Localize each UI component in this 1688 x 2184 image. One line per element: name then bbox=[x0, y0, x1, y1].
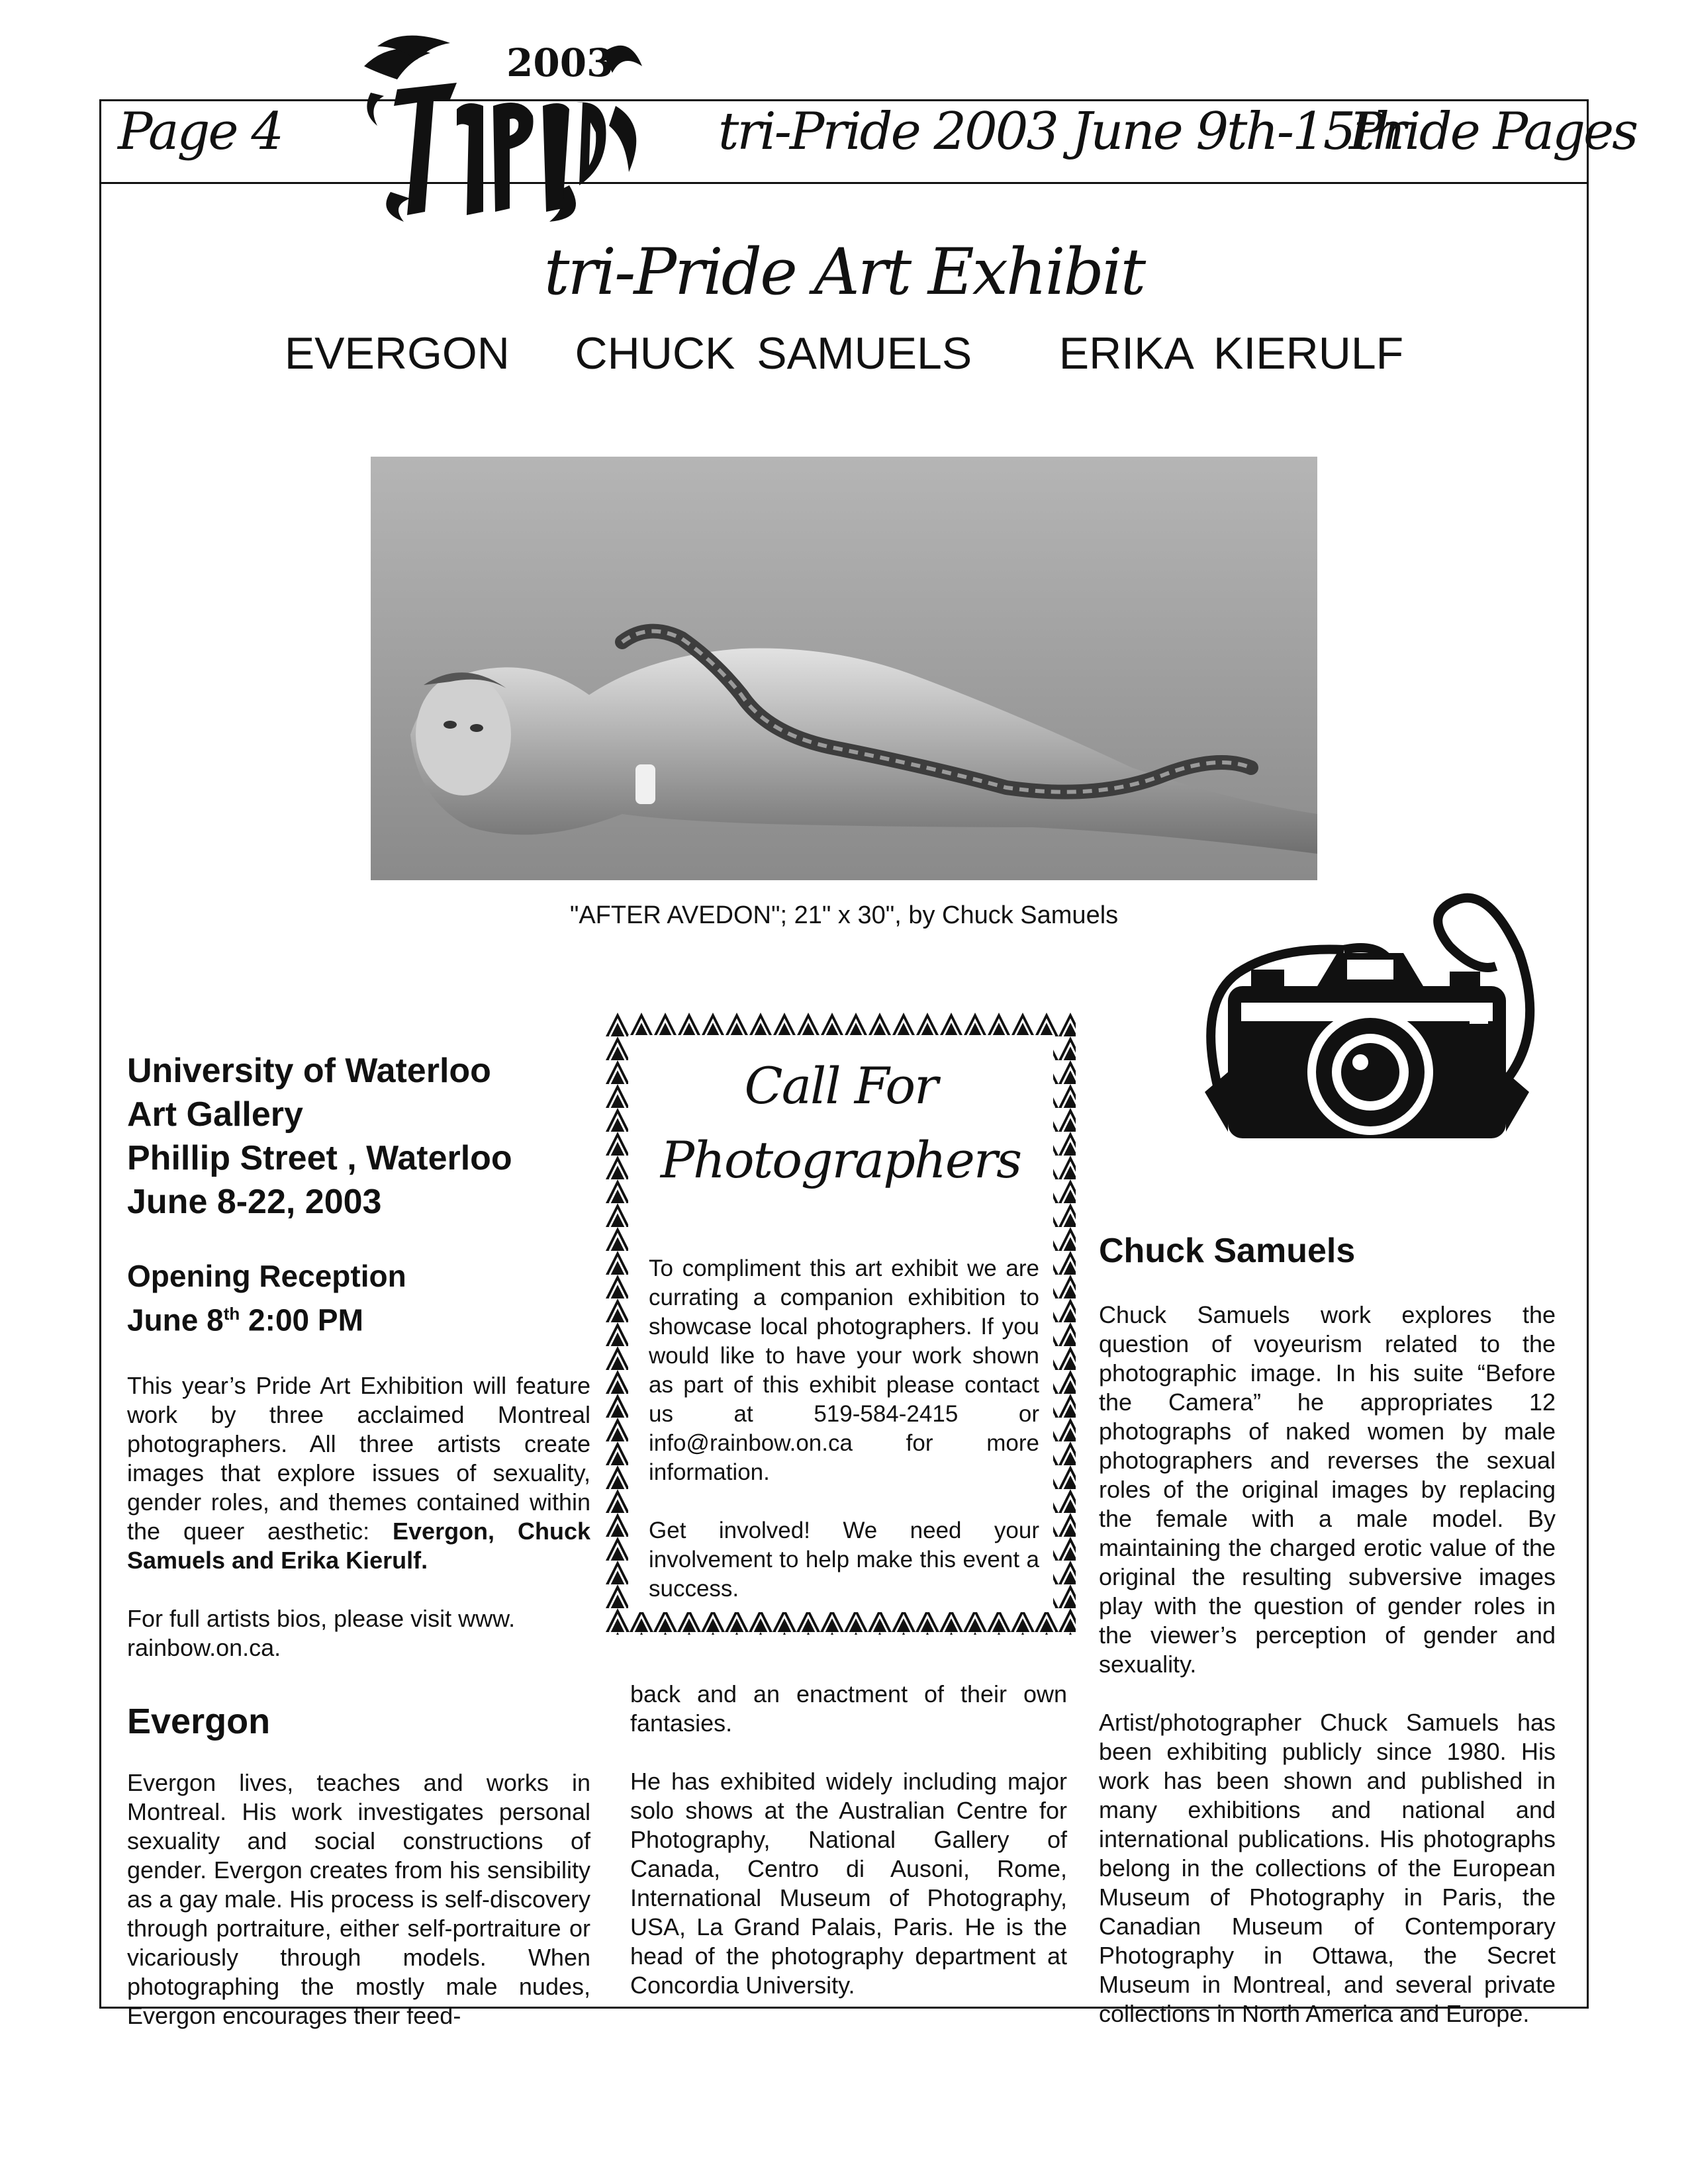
page-label: Page 4 bbox=[118, 102, 282, 161]
call-body bbox=[649, 1254, 1039, 1633]
evergon-heading: Evergon bbox=[127, 1702, 271, 1741]
call-text-2: Get involved! We need your involvement to help make this event a success. bbox=[649, 1518, 1039, 1602]
left-intro bbox=[127, 1371, 590, 1692]
camera-icon bbox=[1178, 874, 1595, 1205]
intro-paragraph bbox=[127, 1371, 590, 1575]
intro-text: This year’s Pride Art Exhibition will feature work by three acclaimed Montreal photographers. All three artists create images that explore issues of sexuality, gender roles, and themes contained within the queer aesthetic: bbox=[127, 1372, 590, 1545]
middle-column bbox=[630, 1680, 1067, 2029]
venue-block bbox=[127, 1049, 604, 1224]
venue-line: Art Gallery bbox=[127, 1095, 303, 1134]
chuck-samuels-bio-2: Artist/photographer Chuck Samuels has been exhibiting publicly since 1980. His work has been shown and published in many exhibitions and national and international publications. His photographs belong in the collections of the European Museum of Photography in Paris, the Canadian Museum of Contemporary Photography in Ottawa, the Secret Museum in Montreal, and several private collections in North America and Europe. bbox=[1099, 1709, 1556, 2027]
venue-line: June 8-22, 2003 bbox=[127, 1183, 382, 1221]
call-title-line: Photographers bbox=[660, 1130, 1021, 1189]
reception-time: 2:00 PM bbox=[240, 1302, 363, 1338]
call-text-1: To compliment this art exhibit we are currating a companion exhibition to showcase local photographers. If you would like to have your work shown as part of this exhibit please contact us at 519-584-2415 or info@rainbow.on.ca for more information. bbox=[649, 1255, 1039, 1485]
call-title-line: Call For bbox=[744, 1056, 937, 1115]
after-avedon-photo bbox=[371, 457, 1317, 880]
evergon-bio bbox=[127, 1768, 590, 2060]
intro-artists: Evergon, Chuck Samuels and Erika Kierulf. bbox=[127, 1518, 591, 1574]
call-title bbox=[635, 1049, 1046, 1197]
venue-line: Phillip Street , Waterloo bbox=[127, 1139, 512, 1177]
right-column bbox=[1099, 1300, 1556, 2058]
exhibit-title: tri-Pride Art Exhibit bbox=[543, 235, 1145, 309]
venue-line: University of Waterloo bbox=[127, 1052, 491, 1090]
section-name: Pride Pages bbox=[1349, 102, 1637, 161]
evergon-continued: back and an enactment of their own fantasies. bbox=[630, 1680, 1067, 1737]
reception-title: Opening Reception bbox=[127, 1259, 406, 1293]
evergon-exhibitions: He has exhibited widely including major solo shows at the Australian Centre for Photography, National Gallery of Canada, Centro di Ausoni, Rome, International Museum of Photography, USA, La Grand Palais, Paris. He is the head of the photography department at Concordia University. bbox=[630, 1768, 1067, 1999]
artists-line: EVERGON CHUCK SAMUELS ERIKA KIERULF bbox=[284, 328, 1404, 379]
reception-date bbox=[127, 1295, 604, 1339]
bios-link[interactable]: For full artists bios, please visit www. rainbow.on.ca. bbox=[127, 1605, 516, 1661]
photo-caption: "AFTER AVEDON"; 21" x 30", by Chuck Samuels bbox=[569, 901, 1119, 929]
event-dates: tri-Pride 2003 June 9th-15th bbox=[718, 102, 1404, 161]
opening-reception bbox=[127, 1257, 604, 1339]
logo-year: 2003 bbox=[506, 40, 614, 85]
reception-day-suffix: th bbox=[223, 1304, 240, 1324]
chuck-samuels-bio-1: Chuck Samuels work explores the question of voyeurism related to the photographic image. In his suite “Before the Camera” he appropriates 12 photographs of naked women by male photographers and reverses the sexual roles of the original images by replacing the female with a male model. By maintaining the charged erotic value of the original the resulting subversive images play with the question of gender roles in the viewer’s perception of gender and sexuality. bbox=[1099, 1301, 1556, 1678]
chuck-samuels-heading: Chuck Samuels bbox=[1099, 1232, 1356, 1270]
reception-day: June 8 bbox=[127, 1302, 224, 1338]
evergon-text: Evergon lives, teaches and works in Montreal. His work investigates personal sexuality and social constructions of gender. Evergon creates from his sensibility as a gay male. His process is self-discovery through portraiture, either self-portraiture or vicariously through models. When photographing the mostly male nudes, Evergon encourages their feed- bbox=[127, 1769, 590, 2029]
header-rule bbox=[99, 182, 1589, 184]
tri-pride-logo bbox=[351, 26, 649, 225]
